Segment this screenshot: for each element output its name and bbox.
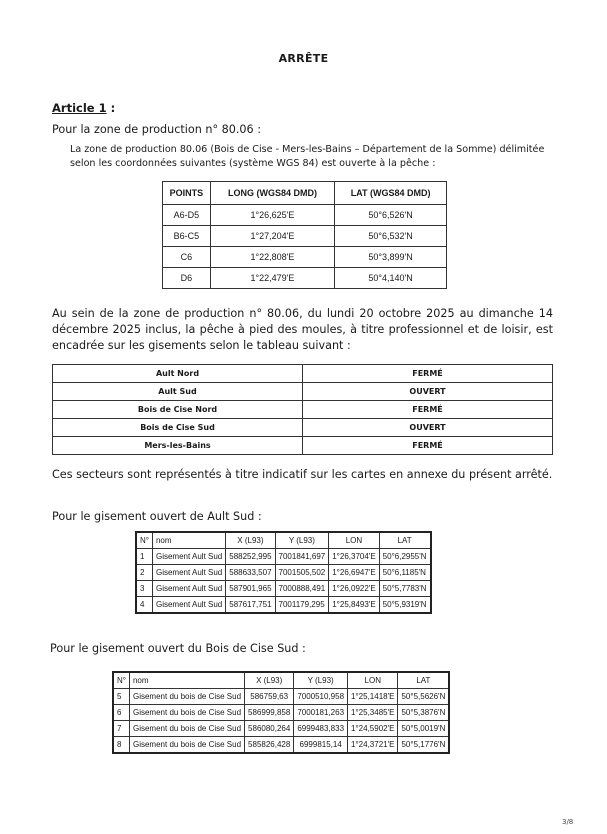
header-cell: N° [113, 672, 129, 689]
bois-de-cise-sud-table [112, 671, 450, 754]
cell: Gisement du bois de Cise Sud [129, 705, 244, 721]
cell: 588252,995 [226, 549, 275, 565]
coordinates-table [162, 181, 447, 289]
cell: Gisement du bois de Cise Sud [129, 737, 244, 754]
cise-intro: Pour le gisement ouvert du Bois de Cise Sud : [50, 642, 306, 655]
article-label: Article 1 [52, 101, 107, 115]
table-row [136, 549, 431, 565]
header-cell: LON [329, 532, 379, 549]
cell: A6-D5 [163, 205, 211, 226]
header-cell: nom [152, 532, 225, 549]
cell: Gisement Ault Sud [152, 581, 225, 597]
table-header-row [136, 532, 431, 549]
cell: 1°26,3704'E [329, 549, 379, 565]
cell: 7000181,263 [294, 705, 348, 721]
table-row [113, 737, 449, 754]
table-row [53, 383, 553, 401]
ault-intro: Pour le gisement ouvert de Ault Sud : [52, 510, 262, 523]
cell: 6999815,14 [294, 737, 348, 754]
status-cell: FERMÉ [303, 437, 553, 455]
article-heading [52, 101, 115, 115]
status-cell: FERMÉ [303, 401, 553, 419]
cell: 586080,264 [245, 721, 294, 737]
cell: Gisement du bois de Cise Sud [129, 689, 244, 705]
cell: 7 [113, 721, 129, 737]
cell: Gisement Ault Sud [152, 565, 225, 581]
cell: 1°25,1418'E [348, 689, 398, 705]
page-number: 3/8 [562, 818, 574, 826]
header-cell: LAT [379, 532, 430, 549]
table-row [53, 419, 553, 437]
table-row [136, 597, 431, 614]
cell: 50°5,3876'N [398, 705, 449, 721]
header-cell: LONG (WGS84 DMD) [210, 182, 334, 205]
cell: Ault Nord [53, 365, 303, 383]
cell: 7000888,491 [275, 581, 329, 597]
header-cell: LAT (WGS84 DMD) [335, 182, 447, 205]
cell: 50°5,1776'N [398, 737, 449, 754]
status-cell: FERMÉ [303, 365, 553, 383]
cell: B6-C5 [163, 226, 211, 247]
cell: 4 [136, 597, 152, 614]
cell: 7001505,502 [275, 565, 329, 581]
cell: 8 [113, 737, 129, 754]
cell: 7001841,697 [275, 549, 329, 565]
header-cell: Y (L93) [294, 672, 348, 689]
table-row [53, 365, 553, 383]
zone-intro: Pour la zone de production n° 80.06 : [52, 123, 261, 136]
cell: 6999483,833 [294, 721, 348, 737]
cell: 1°25,8493'E [329, 597, 379, 614]
cell: 1°27,204'E [210, 226, 334, 247]
cell: Gisement Ault Sud [152, 597, 225, 614]
status-table [52, 364, 553, 455]
cell: Gisement Ault Sud [152, 549, 225, 565]
ault-sud-table [135, 531, 432, 614]
table-row [53, 437, 553, 455]
page-title: ARRÊTE [278, 52, 329, 65]
article-suffix: : [106, 101, 116, 115]
cell: 1°22,479'E [210, 268, 334, 289]
cell: D6 [163, 268, 211, 289]
table-row [163, 226, 447, 247]
cell: 50°5,0019'N [398, 721, 449, 737]
table-row [113, 721, 449, 737]
cell: 1°26,6947'E [329, 565, 379, 581]
cell: 1°24,5902'E [348, 721, 398, 737]
cell: 5 [113, 689, 129, 705]
cell: 3 [136, 581, 152, 597]
cell: 50°6,532'N [335, 226, 447, 247]
table-header-row [113, 672, 449, 689]
cell: 50°4,140'N [335, 268, 447, 289]
cell: 587901,965 [226, 581, 275, 597]
cell: 1°26,625'E [210, 205, 334, 226]
table-row [136, 565, 431, 581]
table-header-row [163, 182, 447, 205]
table-row [163, 205, 447, 226]
cell: 586759,63 [245, 689, 294, 705]
zone-description: La zone de production 80.06 (Bois de Cise - Mers-les-Bains – Département de la Somme) délimitée selon les coordonnées suivantes (système WGS 84) est ouverte à la pêche : [70, 144, 545, 169]
table-row [163, 247, 447, 268]
maps-note: Ces secteurs sont représentés à titre indicatif sur les cartes en annexe du présent arrêté. [52, 468, 553, 481]
cell: 7001179,295 [275, 597, 329, 614]
cell: 1 [136, 549, 152, 565]
period-paragraph: Au sein de la zone de production n° 80.06, du lundi 20 octobre 2025 au dimanche 14 décembre 2025 inclus, la pêche à pied des moules, à titre professionnel et de loisir, est encadrée sur les gisements selon le tableau suivant : [52, 307, 553, 352]
table-row [53, 401, 553, 419]
table-row [163, 268, 447, 289]
cell: 50°5,7783'N [379, 581, 430, 597]
cell: 50°5,5626'N [398, 689, 449, 705]
cell: 1°24,3721'E [348, 737, 398, 754]
cell: 588633,507 [226, 565, 275, 581]
cell: 1°22,808'E [210, 247, 334, 268]
cell: 586999,858 [245, 705, 294, 721]
cell: 585826,428 [245, 737, 294, 754]
status-cell: OUVERT [303, 419, 553, 437]
cell: Bois de Cise Nord [53, 401, 303, 419]
cell: 2 [136, 565, 152, 581]
status-cell: OUVERT [303, 383, 553, 401]
cell: Mers-les-Bains [53, 437, 303, 455]
cell: 587617,751 [226, 597, 275, 614]
cell: 50°6,2955'N [379, 549, 430, 565]
header-cell: X (L93) [245, 672, 294, 689]
header-cell: Y (L93) [275, 532, 329, 549]
cell: C6 [163, 247, 211, 268]
cell: 6 [113, 705, 129, 721]
table-row [113, 705, 449, 721]
table-row [136, 581, 431, 597]
cell: Gisement du bois de Cise Sud [129, 721, 244, 737]
cell: 7000510,958 [294, 689, 348, 705]
cell: 50°6,526'N [335, 205, 447, 226]
cell: 50°3,899'N [335, 247, 447, 268]
cell: Bois de Cise Sud [53, 419, 303, 437]
header-cell: N° [136, 532, 152, 549]
header-cell: X (L93) [226, 532, 275, 549]
header-cell: LON [348, 672, 398, 689]
cell: 50°5,9319'N [379, 597, 430, 614]
cell: 1°26,0922'E [329, 581, 379, 597]
cell: 50°6,1185'N [379, 565, 430, 581]
table-row [113, 689, 449, 705]
cell: Ault Sud [53, 383, 303, 401]
header-cell: nom [129, 672, 244, 689]
cell: 1°25,3485'E [348, 705, 398, 721]
header-cell: LAT [398, 672, 449, 689]
header-cell: POINTS [163, 182, 211, 205]
